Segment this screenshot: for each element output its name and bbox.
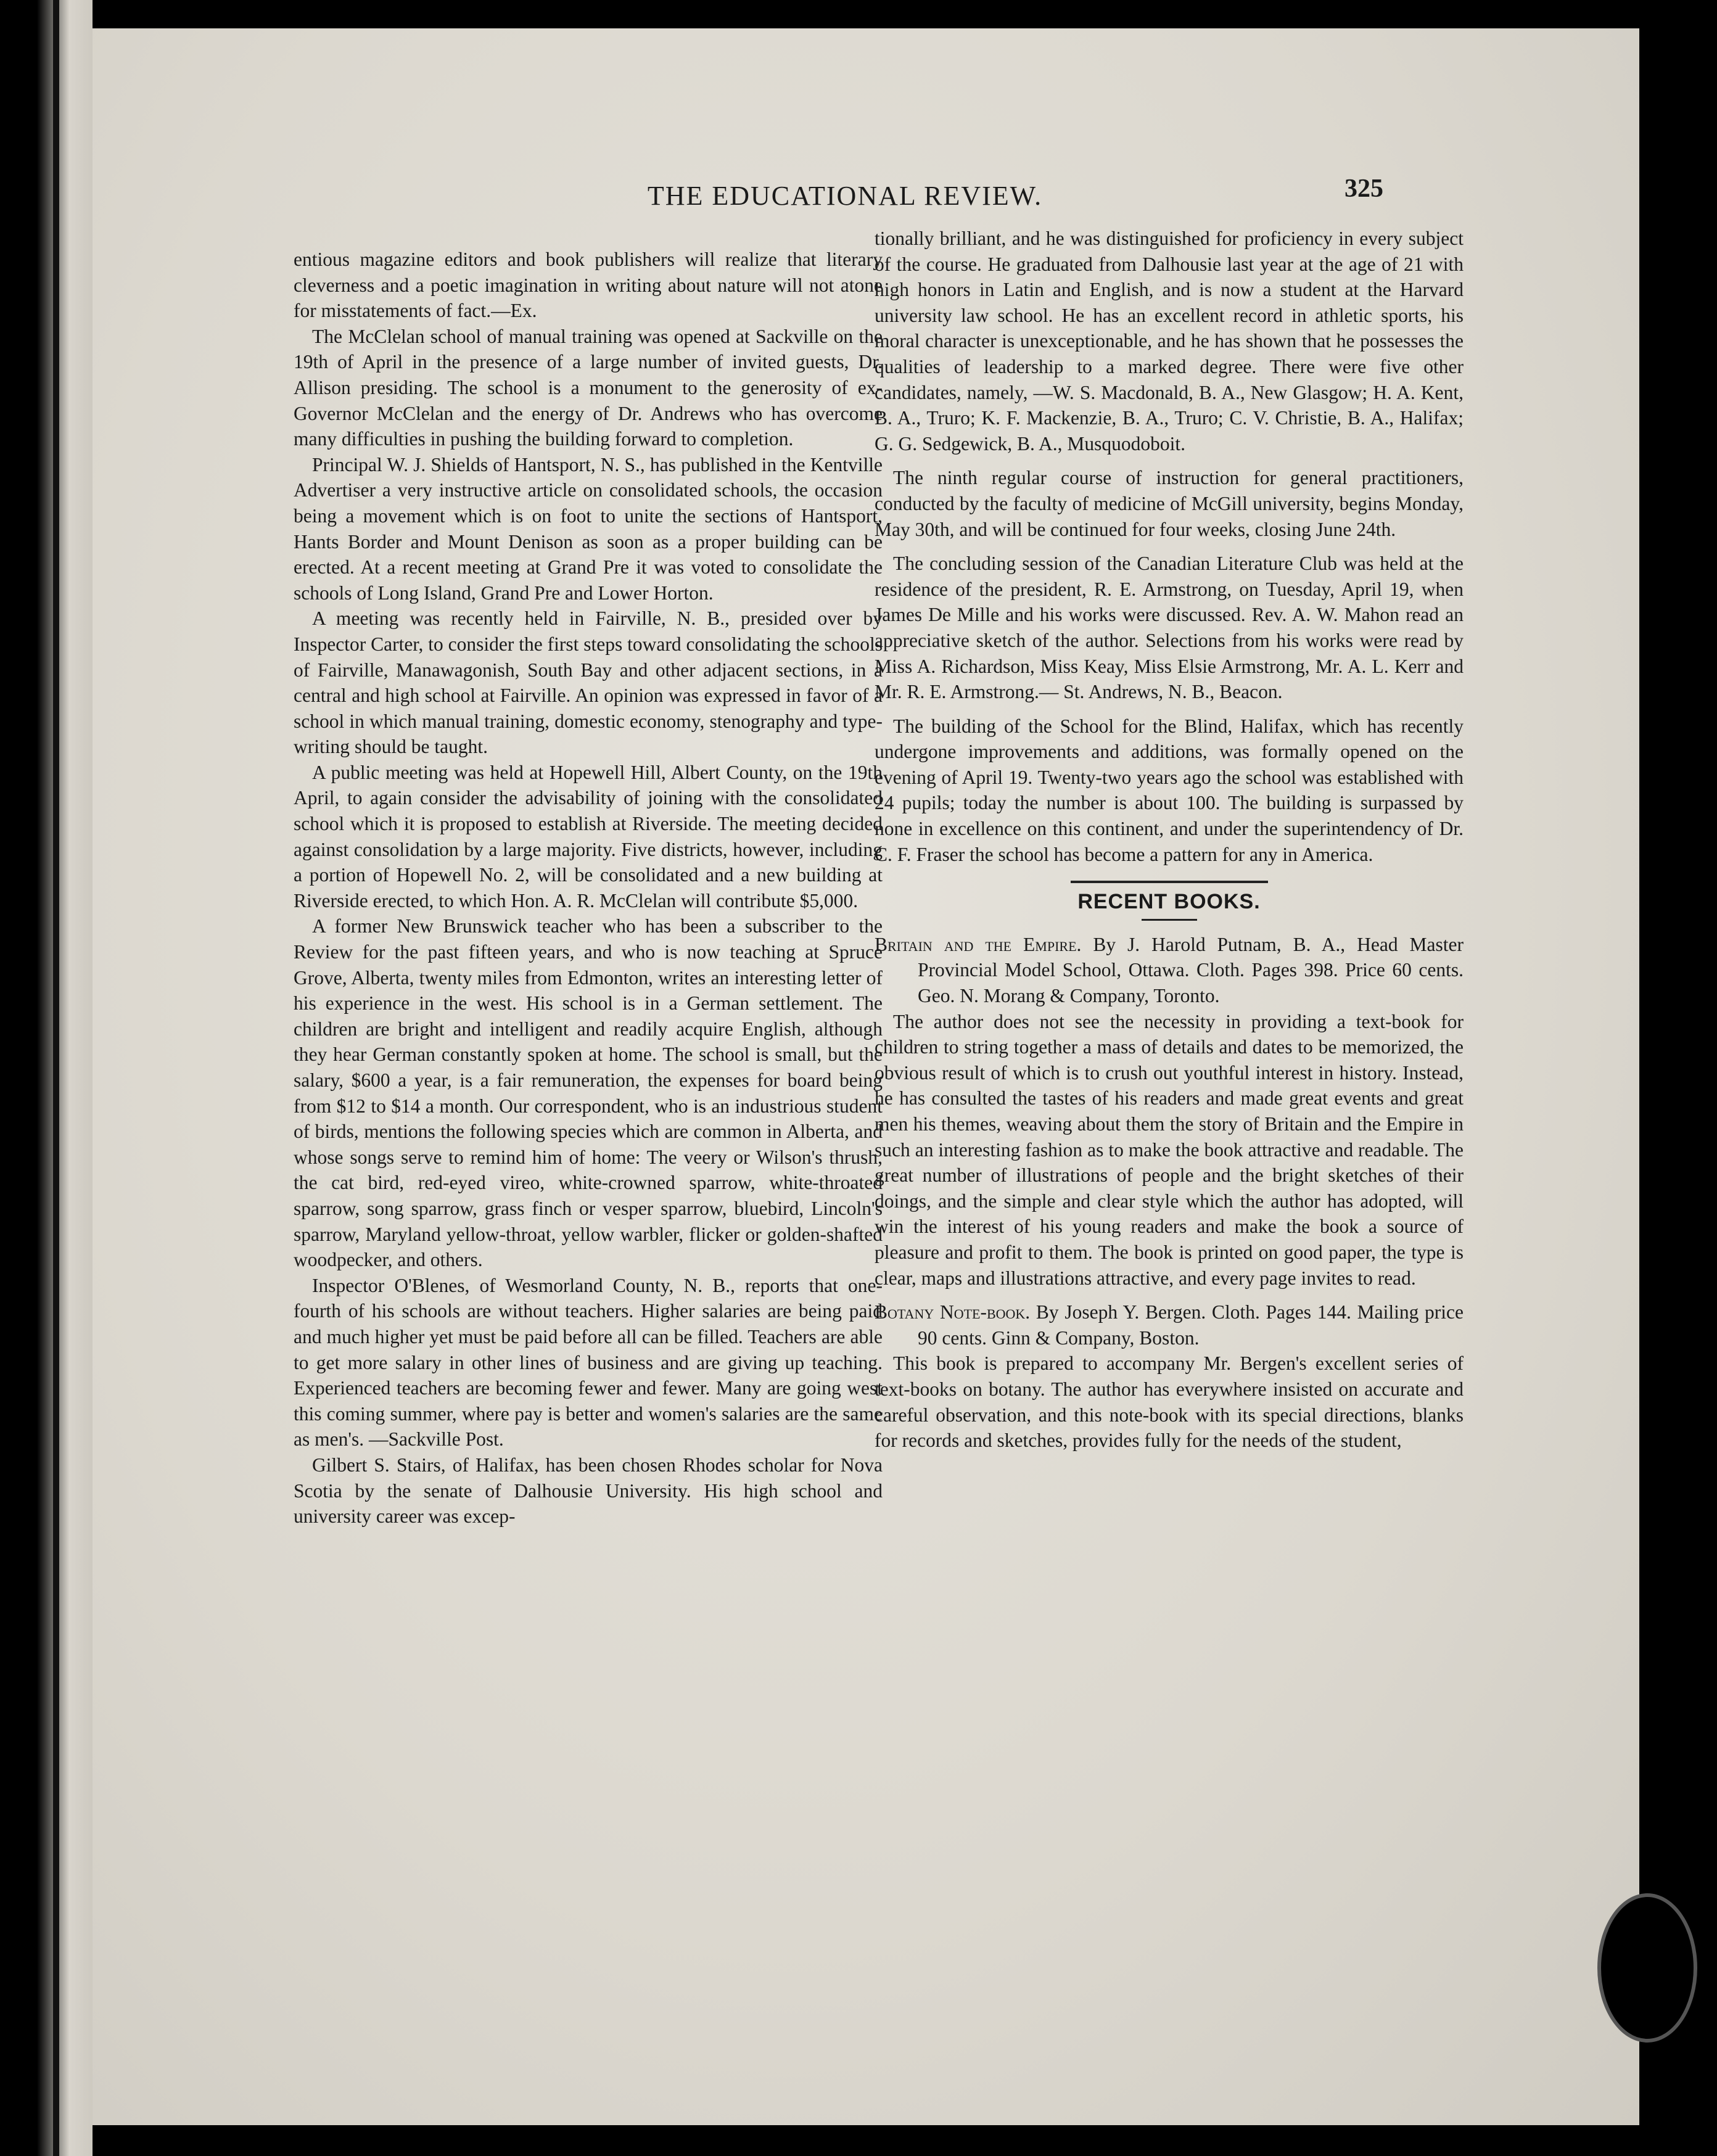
book-details: By J. Harold Putnam, B. A., Head Master Provincial Model School, Ottawa. Cloth. Pages 398. Price 60 cents. Geo. N. Morang & Company, Toronto.	[918, 933, 1464, 1007]
section-heading: RECENT BOOKS.	[1077, 890, 1261, 914]
punch-hole	[1597, 1893, 1697, 2043]
paragraph: The building of the School for the Blind, Halifax, which has recently undergone improvements and additions, was formally opened on the evening of April 19. Twenty-two years ago the school was established with 24 pupils; today the number is about 100. The building is surpassed by none in excellence on this continent, and under the superintendency of Dr. C. F. Fraser the school has become a pattern for any in America.	[875, 715, 1464, 865]
right-column	[875, 226, 1464, 1454]
paragraph: The concluding session of the Canadian Literature Club was held at the residence of the president, R. E. Armstrong, on Tuesday, April 19, when James De Mille and his works were discussed. Rev. A. W. Mahon read an appreciative sketch of the author. Selections from his works were read by Miss A. Richardson, Miss Keay, Miss Elsie Armstrong, Mr. A. L. Kerr and Mr. R. E. Armstrong.— St. Andrews, N. B., Beacon.	[875, 553, 1464, 703]
paragraph: Principal W. J. Shields of Hantsport, N. S., has published in the Kentville Advertiser a very instructive article on consolidated schools, the occasion being a movement which is on foot to unite the sections of Hantsport, Hants Border and Mount Denison as soon as a proper building can be erected. At a recent meeting at Grand Pre it was voted to consolidate the schools of Long Island, Grand Pre and Lower Horton.	[294, 453, 883, 604]
book-title: Botany Note-book.	[875, 1301, 1031, 1323]
section-rule-short	[1142, 919, 1197, 921]
binding-shadow	[53, 0, 59, 2156]
paragraph: entious magazine editors and book publishers will realize that literary cleverness and a poetic imagination in writing about nature will not atone for misstatements of fact.—Ex.	[294, 249, 883, 322]
paragraph: A public meeting was held at Hopewell Hill, Albert County, on the 19th April, to again consider the advisability of joining with the consolidated school which it is proposed to establish at Riverside. The meeting decided against consolidation by a large majority. Five districts, however, including a portion of Hopewell No. 2, will be consolidated and a new building at Riverside erected, to which Hon. A. R. McClelan will contribute $5,000.	[294, 761, 883, 911]
section-rule	[1071, 881, 1268, 883]
page-number: 325	[1344, 175, 1383, 203]
book-details: By Joseph Y. Bergen. Cloth. Pages 144. Mailing price 90 cents. Ginn & Company, Boston.	[918, 1301, 1464, 1349]
book-entry	[875, 932, 1464, 1009]
book-entry	[875, 1299, 1464, 1351]
paragraph: A former New Brunswick teacher who has been a subscriber to the Review for the past fifteen years, and who is now teaching at Spruce Grove, Alberta, twenty miles from Edmonton, writes an interesting letter of his experience in the west. His school is in a German settlement. The children are bright and intelligent and readily acquire English, although they hear German constantly spoken at home. The school is small, but the salary, $600 a year, is a fair remuneration, the expenses for board being from $12 to $14 a month. Our correspondent, who is an industrious student of birds, mentions the following species which are common in Alberta, and whose songs serve to remind him of home: The veery or Wilson's thrush, the cat bird, red-eyed vireo, white-crowned sparrow, white-throated sparrow, song sparrow, grass finch or vesper sparrow, bluebird, Lincoln's sparrow, Maryland yellow-throat, yellow warbler, flicker or golden-shafted woodpecker, and others.	[294, 915, 883, 1271]
paragraph: A meeting was recently held in Fairville, N. B., presided over by Inspector Carter, to consider the first steps toward consolidating the schools of Fairville, Manawagonish, South Bay and other adjacent sections, in a central and high school at Fairville. An opinion was expressed in favor of a school in which manual training, domestic economy, stenography and type-writing should be taught.	[294, 607, 883, 758]
book-title: Britain and the Empire.	[875, 933, 1082, 955]
previous-page-edge	[0, 0, 93, 2156]
book-review: The author does not see the necessity in providing a text-book for children to string together a mass of details and dates to be memorized, the obvious result of which is to crush out youthful interest in history. Instead, he has consulted the tastes of his readers and made great events and great men his themes, weaving about them the story of Britain and the Empire in such an interesting fashion as to make the book attractive and readable. The great number of illustrations of people and the bright sketches of their doings, and the simple and clear style which the author has adopted, will win the interest of his young readers and make the book a source of pleasure and profit to them. The book is printed on good paper, the type is clear, maps and illustrations attractive, and every page invites to read.	[875, 1010, 1464, 1289]
left-column	[294, 247, 883, 1529]
paragraph: The McClelan school of manual training was opened at Sackville on the 19th of April in the presence of a large number of invited guests, Dr. Allison presiding. The school is a monument to the generosity of ex-Governor McClelan and the energy of Dr. Andrews who has overcome many difficulties in pushing the building forward to completion.	[294, 325, 883, 450]
paragraph: Inspector O'Blenes, of Wesmorland County, N. B., reports that one-fourth of his schools are without teachers. Higher salaries are being paid and much higher yet must be paid before all can be filled. Teachers are able to get more salary in other lines of business and are giving up teaching. Experienced teachers are becoming fewer and fewer. Many are going west this coming summer, where pay is better and women's salaries are the same as men's. —Sackville Post.	[294, 1274, 883, 1450]
running-header: THE EDUCATIONAL REVIEW.	[647, 181, 1043, 211]
paragraph: tionally brilliant, and he was distinguished for proficiency in every subject of the course. He graduated from Dalhousie last year at the age of 21 with high honors in Latin and English, and is now a student at the Harvard university law school. He has an excellent record in athletic sports, his moral character is unexceptionable, and he has shown that he possesses the qualities of leadership to a marked degree. There were five other candidates, namely, —W. S. Macdonald, B. A., New Glasgow; H. A. Kent, B. A., Truro; K. F. Mackenzie, B. A., Truro; C. V. Christie, B. A., Halifax; G. G. Sedgewick, B. A., Musquodoboit.	[875, 228, 1464, 455]
book-review: This book is prepared to accompany Mr. Bergen's excellent series of text-books on botany. The author has everywhere insisted on accurate and careful observation, and this note-book with its special directions, blanks for records and sketches, provides fully for the needs of the student,	[875, 1352, 1464, 1452]
paragraph: The ninth regular course of instruction for general practitioners, conducted by the faculty of medicine of McGill university, begins Monday, May 30th, and will be continued for four weeks, closing June 24th.	[875, 467, 1464, 540]
paragraph: Gilbert S. Stairs, of Halifax, has been chosen Rhodes scholar for Nova Scotia by the senate of Dalhousie University. His high school and university career was excep-	[294, 1454, 883, 1528]
